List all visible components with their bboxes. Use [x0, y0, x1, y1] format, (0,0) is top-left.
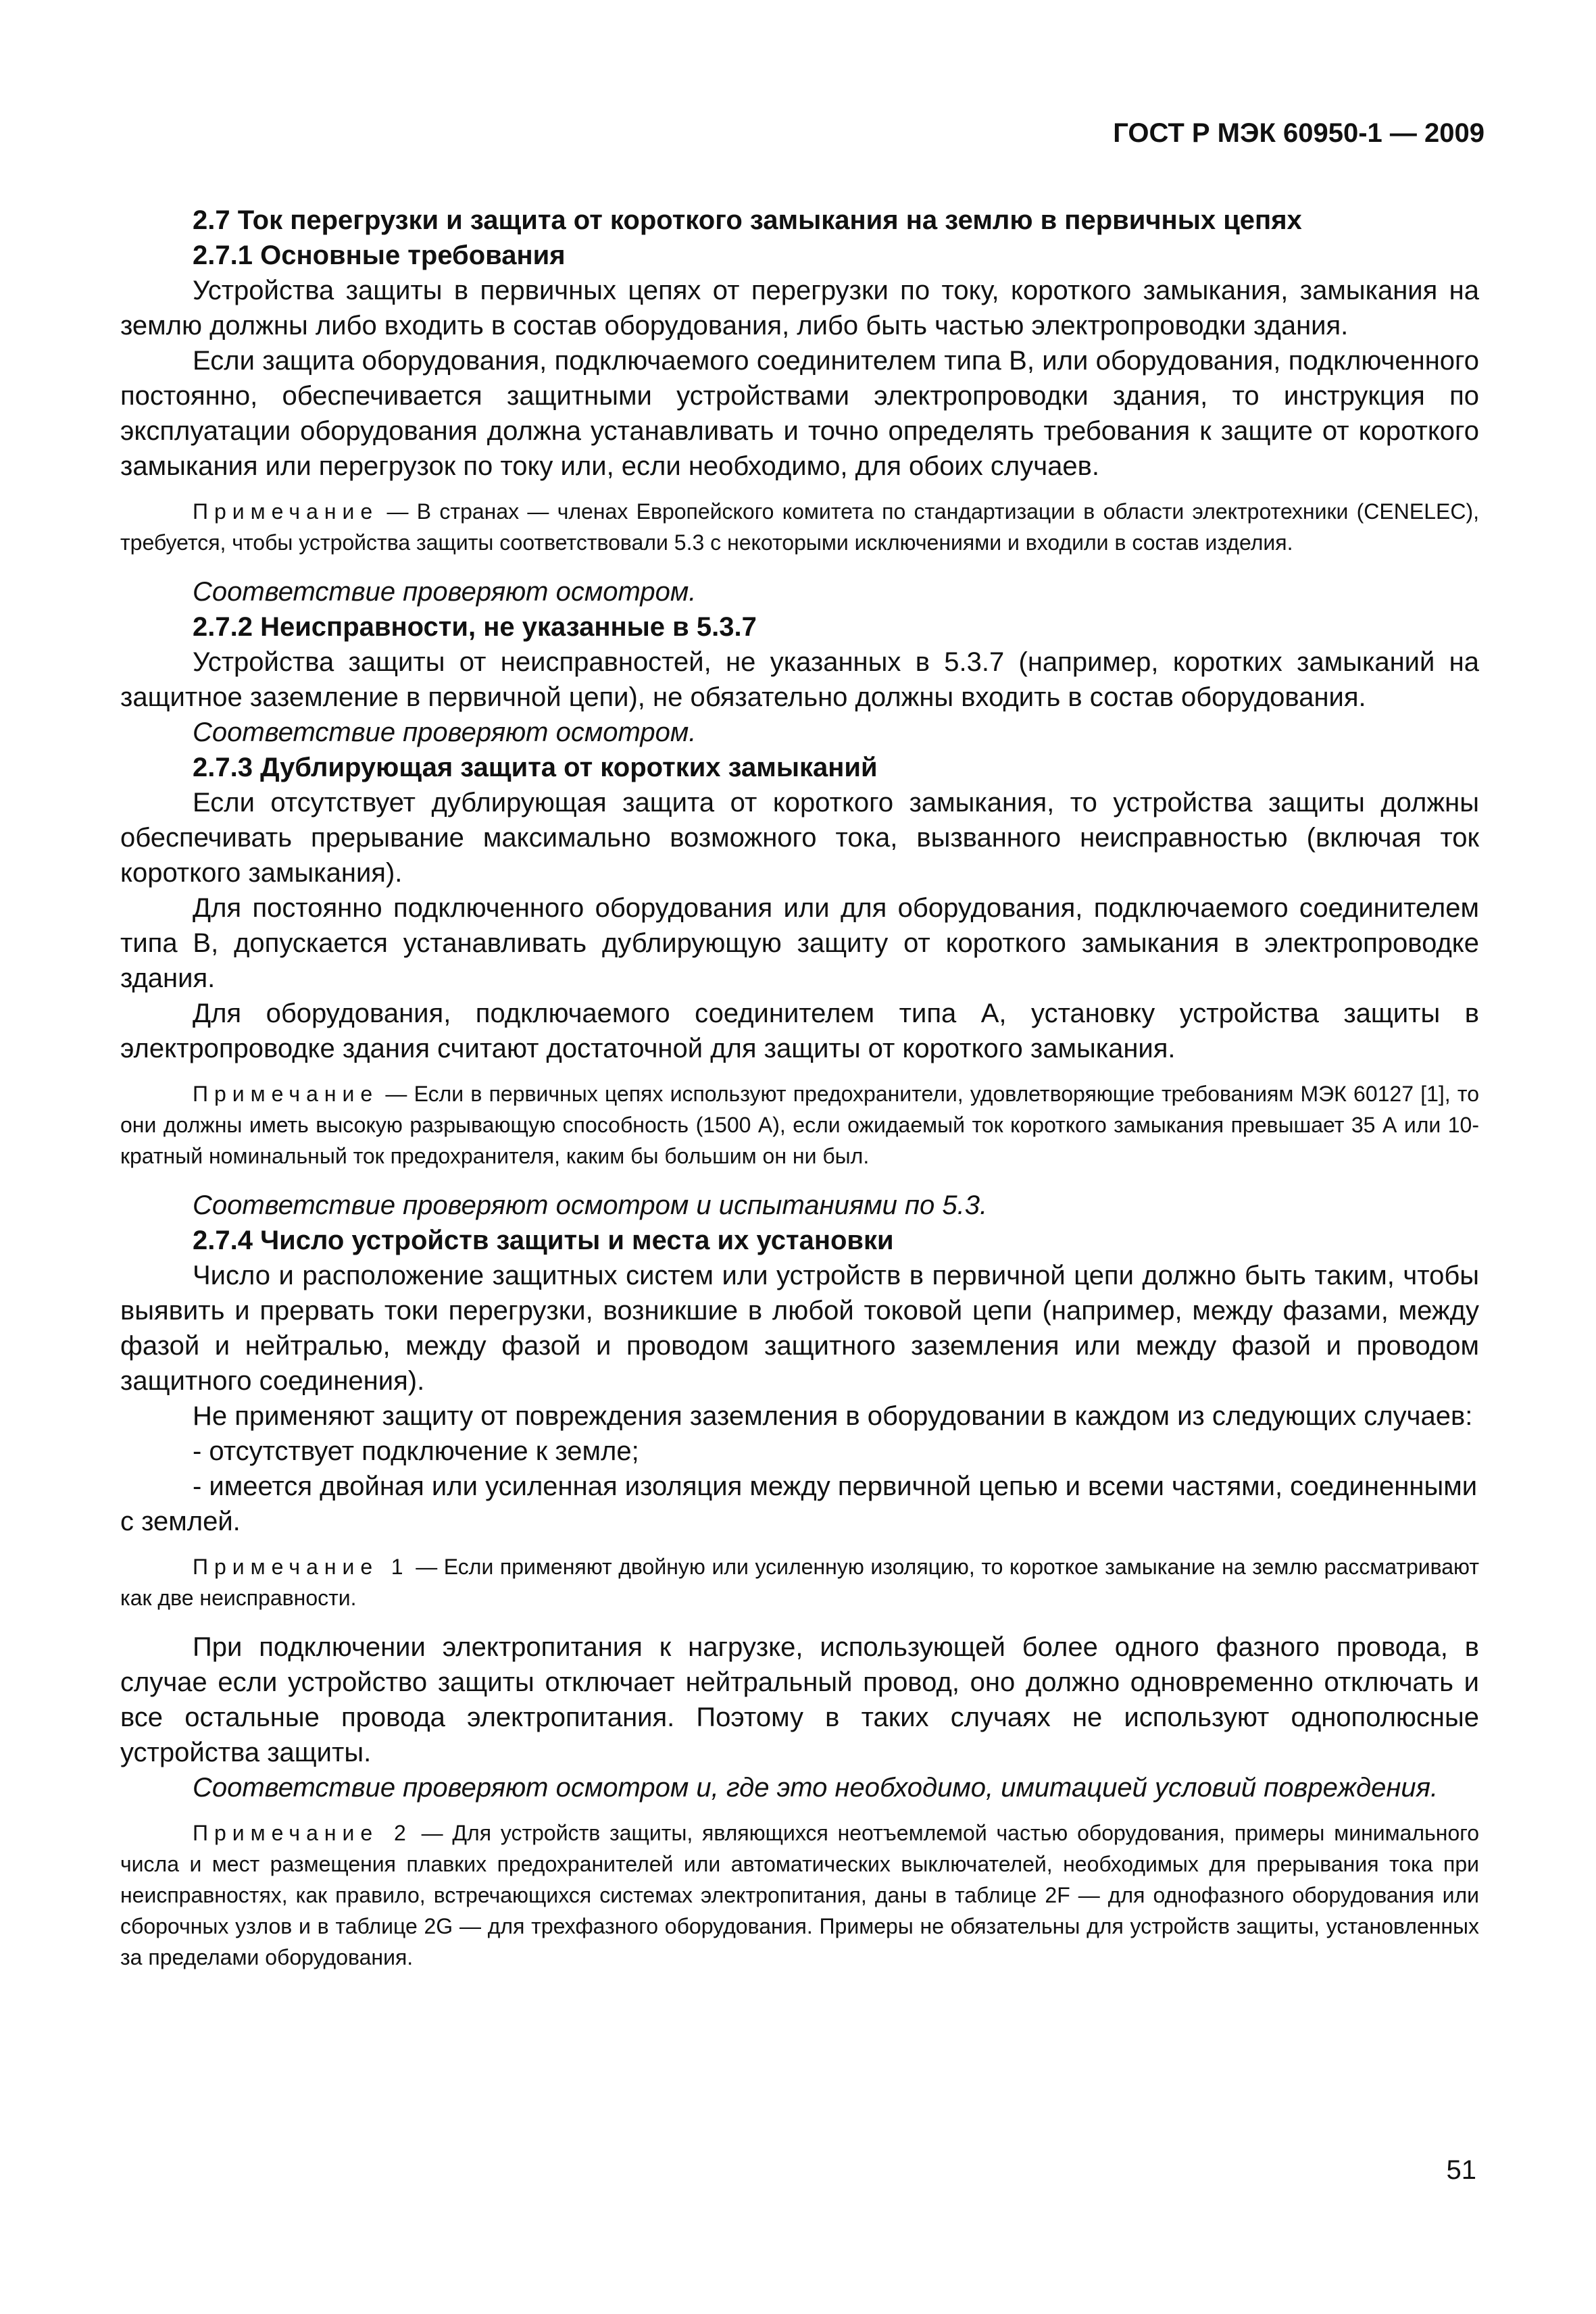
compliance-statement: Соответствие проверяют осмотром. [193, 718, 697, 747]
compliance-statement: Соответствие проверяют осмотром и, где это необходимо, имитацией условий повреждения. [193, 1773, 1439, 1803]
note-text: — В странах — членах Европейского комитета по стандартизации в области электротехники (CENELEC), требуется, чтобы устройства защиты соответствовали 5.3 с некоторыми исключениями и входили в состав изделия. [120, 499, 1479, 555]
note [120, 1078, 1479, 1172]
paragraph: Если защита оборудования, подключаемого соединителем типа В, или оборудования, подключенного постоянно, обеспечивается защитными устройствами электропроводки здания, то инструкция по эксплуатации оборудования должна устанавливать и точно определять требования к защите от короткого замыкания или перегрузок по току или, если необходимо, для обоих случаев. [120, 346, 1479, 481]
paragraph: Для постоянно подключенного оборудования или для оборудования, подключаемого соединителем типа В, допускается устанавливать дублирующую защиту от короткого замыкания в электропроводке здания. [120, 893, 1479, 993]
note-label: Примечание 1 [193, 1555, 409, 1579]
section-title-2-7-4: 2.7.4 Число устройств защиты и места их установки [193, 1226, 894, 1255]
paragraph: Не применяют защиту от повреждения заземления в оборудовании в каждом из следующих случаев: [193, 1401, 1473, 1431]
compliance-statement: Соответствие проверяют осмотром и испытаниями по 5.3. [193, 1190, 988, 1220]
note-label: Примечание 2 [193, 1821, 412, 1845]
note-label: Примечание [193, 499, 379, 524]
paragraph: Устройства защиты в первичных цепях от перегрузки по току, короткого замыкания, замыкания на землю должны либо входить в состав оборудования, либо быть частью электропроводки здания. [120, 276, 1479, 341]
note-text: — Если применяют двойную или усиленную изоляцию, то короткое замыкание на землю рассматривают как две неисправности. [120, 1555, 1480, 1610]
section-title-2-7-3: 2.7.3 Дублирующая защита от коротких замыканий [193, 753, 878, 782]
note [120, 496, 1479, 558]
note-text: — Для устройств защиты, являющихся неотъемлемой частью оборудования, примеры минимального числа и мест размещения плавких предохранителей или автоматических выключателей, необходимых для прерывания тока при неисправностях, как правило, встречающихся системах электропитания, даны в таблице 2F — для однофазного оборудования или сборочных узлов и в таблице 2G — для трехфазного оборудования. Примеры не обязательны для устройств защиты, установленных за пределами оборудования. [120, 1821, 1479, 1969]
document-header: ГОСТ Р МЭК 60950-1 — 2009 [1113, 118, 1485, 148]
note [120, 1551, 1479, 1613]
section-title-2-7-2: 2.7.2 Неисправности, не указанные в 5.3.7 [193, 612, 757, 642]
page-number: 51 [1446, 2155, 1476, 2185]
list-item: - имеется двойная или усиленная изоляция между первичной цепью и всеми частями, соединенными с землей. [120, 1472, 1478, 1536]
paragraph: При подключении электропитания к нагрузке, использующей более одного фазного провода, в случае если устройство защиты отключает нейтральный провод, оно должно одновременно отключать и все остальные провода электропитания. Поэтому в таких случаях не используют однополюсные устройства защиты. [120, 1632, 1479, 1767]
document-body [120, 203, 1479, 1989]
paragraph: Число и расположение защитных систем или устройств в первичной цепи должно быть таким, чтобы выявить и прервать токи перегрузки, возникшие в любой токовой цепи (например, между фазами, между фазой и нейтралью, между фазой и проводом защитного заземления или между фазой и проводом защитного соединения). [120, 1261, 1479, 1396]
paragraph: Для оборудования, подключаемого соединителем типа А, установку устройства защиты в электропроводке здания считают достаточной для защиты от короткого замыкания. [120, 999, 1479, 1063]
note [120, 1817, 1479, 1973]
list-item: - отсутствует подключение к земле; [193, 1436, 639, 1466]
compliance-statement: Соответствие проверяют осмотром. [193, 577, 697, 607]
section-title-2-7-1: 2.7.1 Основные требования [193, 241, 566, 270]
paragraph: Если отсутствует дублирующая защита от короткого замыкания, то устройства защиты должны обеспечивать прерывание максимально возможного тока, вызванного неисправностью (включая ток короткого замыкания). [120, 788, 1479, 888]
note-text: — Если в первичных цепях используют предохранители, удовлетворяющие требованиям МЭК 60127 [1], то они должны иметь высокую разрывающую способность (1500 А), если ожидаемый ток короткого замыкания превышает 35 А или 10-кратный номинальный ток предохранителя, каким бы большим он ни был. [120, 1082, 1479, 1168]
note-label: Примечание [193, 1082, 379, 1106]
section-title-2-7: 2.7 Ток перегрузки и защита от короткого замыкания на землю в первичных цепях [193, 205, 1302, 235]
paragraph: Устройства защиты от неисправностей, не указанных в 5.3.7 (например, коротких замыканий на защитное заземление в первичной цепи), не обязательно должны входить в состав оборудования. [120, 647, 1479, 712]
